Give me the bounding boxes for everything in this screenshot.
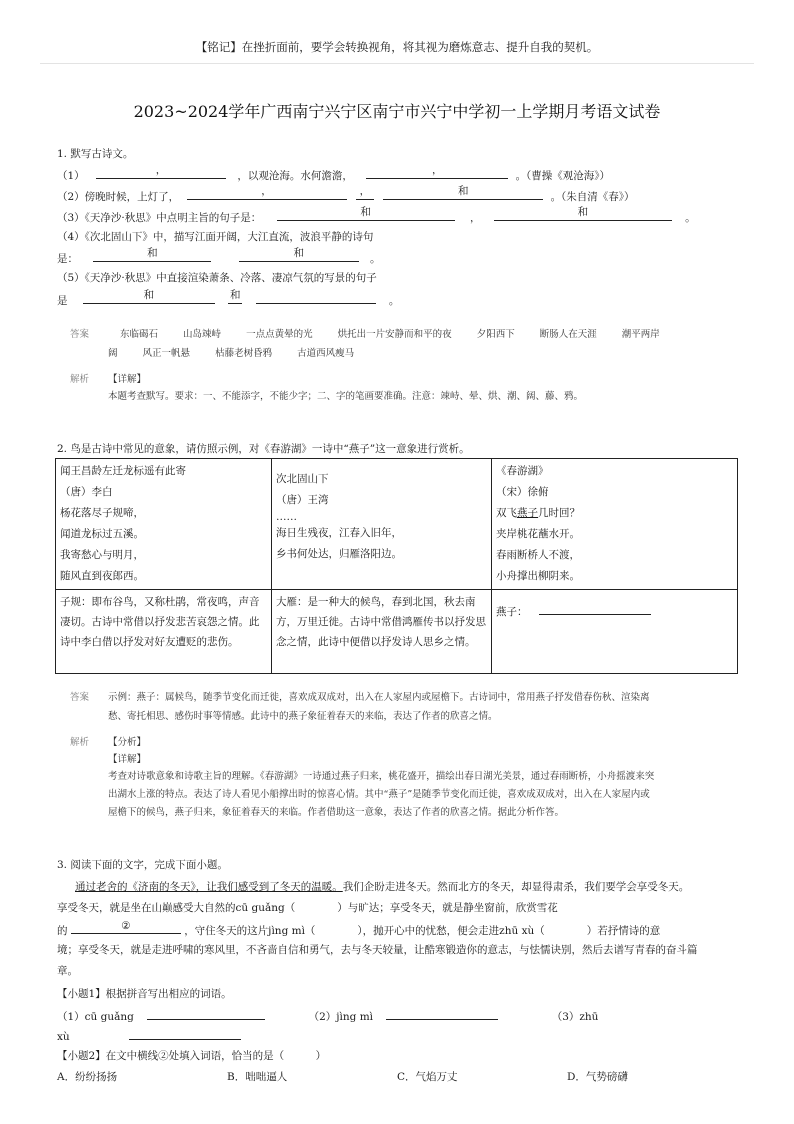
q3-option-d[interactable]: D．气势磅礴 [567, 1071, 628, 1083]
answer-blank[interactable]: 和 [93, 249, 211, 262]
q1-detail-heading: 【详解】 [108, 374, 147, 385]
answer-blank[interactable]: 和 [228, 291, 242, 304]
answer-blank[interactable]: 和 [277, 208, 455, 221]
poem-cell-wang-wan: 次北固山下 （唐）王湾 …… 海日生残夜，江春入旧年， 乡书何处达，归雁洛阳边。 [272, 459, 492, 590]
poem-cell-li-bai: 闻王昌龄左迁龙标遥有此寄 （唐）李白 杨花落尽子规啼， 闻道龙标过五溪。 我寄愁心与明月， 随风直到夜郎西。 [56, 459, 272, 590]
answer-blank[interactable]: ， [96, 166, 226, 179]
q2-fenxi-heading: 【分析】 [108, 737, 147, 748]
q3-option-a[interactable]: A．纷纷扬扬 [57, 1071, 118, 1083]
q2-detail-heading: 【详解】 [108, 754, 147, 765]
q1-line-4b: 是： 和 和 。 [57, 247, 381, 265]
answer-blank[interactable]: 和 [239, 249, 359, 262]
q2-answer-text-2: 愁、寄托相思、感伤时事等情感。此诗中的燕子象征着春天的来临，表达了作者的欣喜之情。 [108, 711, 498, 722]
q2-detail-2: 出湖水上涨的特点。表达了诗人看见小船撑出时的惊喜心情。其中“燕子”是随季节变化而迁徙，喜欢成双成对，出入在人家屋内或 [108, 789, 650, 800]
q2-detail-3: 屋檐下的候鸟，燕子归来，象征着春天的来临。作者借助这一意象，表达了作者的欣喜之情。据此分析作答。 [108, 807, 565, 818]
q3-sub1-line-2: xù [57, 1027, 241, 1043]
q1-line-4a: （4）《次北固山下》中，描写江面开阔，大江直流，波浪平静的诗句 [57, 231, 374, 243]
page-motto: 【铭记】在挫折面前，要学会转换视角，将其视为磨炼意志、提升自我的契机。 [195, 40, 599, 54]
answer-blank[interactable] [539, 602, 651, 615]
q1-line-5a: （5）《天净沙·秋思》中直接渲染萧条、冷落、凄凉气氛的写景的句子 [57, 272, 377, 284]
answer-blank[interactable]: 和 [383, 187, 543, 200]
q1-answer-line-2: 阔 风正一帆悬 枯藤老树昏鸦 古道西风瘦马 [108, 348, 355, 359]
note-cell-dayan: 大雁：是一种大的候鸟，春到北国，秋去南方，万里迁徙。古诗中常借鸿雁传书以抒发思念之情，此诗中便借以抒发诗人思乡之情。 [272, 590, 492, 674]
answer-blank[interactable]: ， [187, 187, 347, 200]
answer-blank[interactable]: 和 [494, 208, 672, 221]
answer-blank[interactable] [129, 1027, 241, 1040]
q1-line-3: （3）《天净沙·秋思》中点明主旨的句子是： 和 ， 和 。 [57, 206, 696, 224]
q1-line-1: （1） ， ，以观沧海。水何澹澹， ， 。（曹操《观沧海》） [57, 164, 611, 182]
answer-blank[interactable]: ， [356, 187, 374, 200]
q1-analysis-label: 解析 [70, 374, 90, 385]
q3-sub2-heading: 【小题2】在文中横线②处填入词语，恰当的是（ ） [57, 1050, 327, 1062]
poem-comparison-table [55, 458, 738, 674]
q1-answer-line-1: 东临碣石 山岛竦峙 一点点黄晕的光 烘托出一片安静而和平的夜 夕阳西下 断肠人在天涯 潮平两岸 [120, 329, 660, 340]
answer-blank-2[interactable]: ② [71, 921, 181, 934]
q1-heading: 1. 默写古诗文。 [57, 148, 134, 160]
exam-title: 2023~2024学年广西南宁兴宁区南宁市兴宁中学初一上学期月考语文试卷 [133, 102, 661, 121]
q2-detail-1: 考查对诗歌意象和诗歌主旨的理解。《春游湖》一诗通过燕子归来，桃花盛开，描绘出春日湖光美景，通过春雨断桥，小舟摇渡来突 [108, 771, 655, 782]
answer-blank[interactable]: ， [366, 166, 508, 179]
q1-line-5b: 是 和 和 。 [57, 289, 400, 307]
answer-blank[interactable] [386, 1007, 498, 1020]
q1-detail-text: 本题考查默写。要求：一、不能添字，不能少字；二、字的笔画要准确。注意：竦峙、晕、烘、潮、阔、藤、鸦。 [108, 391, 584, 402]
poem-cell-xu-fu: 《春游湖》 （宋）徐俯 双飞燕子几时回？ 夹岸桃花蘸水开。 春雨断桥人不渡， 小舟撑出柳阴来。 [492, 459, 738, 590]
answer-blank[interactable] [147, 1007, 265, 1020]
q3-paragraph-line-3: 的 ② ，守住冬天的这片jìng mì（ ），抛开心中的忧愁，便会走进zhū xù（ ）若抒情诗的意 [57, 920, 661, 937]
q2-answer-text-1: 示例：燕子：属候鸟，随季节变化而迁徙，喜欢成双成对，出入在人家屋内或屋檐下。古诗词中，常用燕子抒发借春伤秋、渲染离 [108, 692, 650, 703]
q2-answer-label: 答案 [70, 692, 90, 703]
q1-line-2: （2）傍晚时候，上灯了， ， ， 和 。（朱自清《春》） [57, 185, 635, 203]
q2-heading: 2. 鸟是古诗中常见的意象，请仿照示例，对《春游湖》一诗中“燕子”这一意象进行赏析。 [57, 443, 470, 455]
q3-sub1-heading: 【小题1】根据拼音写出相应的词语。 [57, 988, 232, 1000]
q3-option-c[interactable]: C．气焰万丈 [397, 1071, 458, 1083]
answer-blank[interactable]: 和 [83, 291, 215, 304]
q3-sub1-line: （1）cū guǎng （2）jìng mì （3）zhū [57, 1007, 598, 1024]
q3-heading: 3. 阅读下面的文字，完成下面小题。 [57, 859, 228, 871]
swallow-keyword: 燕子 [517, 507, 538, 519]
q1-answer-label: 答案 [70, 329, 90, 340]
q3-paragraph-line-1: 通过老舍的《济南的冬天》，让我们感受到了冬天的温暖。我们企盼走进冬天。然而北方的冬天，却显得肃杀，我们要学会享受冬天。 [75, 881, 690, 893]
note-cell-zigui: 子规：即布谷鸟，又称杜鹃，常夜鸣，声音凄切。古诗中常借以抒发悲苦哀怨之情。此诗中李白借以抒发对好友遭贬的悲伤。 [56, 590, 272, 674]
q3-option-b[interactable]: B．咄咄逼人 [227, 1071, 288, 1083]
q3-paragraph-line-5: 章。 [57, 965, 78, 977]
q2-analysis-label: 解析 [70, 737, 90, 748]
note-cell-yanzi: 燕子： [492, 590, 738, 674]
q3-paragraph-line-4: 境；享受冬天，就是走进呼啸的寒风里，不吝啬自信和勇气，去与冬天较量，让酷寒锻造你的意志，与怯懦诀别，然后去谱写青春的奋斗篇 [57, 944, 698, 956]
q3-paragraph-line-2: 享受冬天，就是坐在山巅感受大自然的cū guǎng（ ）与旷达；享受冬天，就是静坐窗前，欣赏雪花 [57, 902, 558, 914]
answer-blank[interactable] [256, 291, 376, 304]
header-divider [40, 63, 754, 64]
